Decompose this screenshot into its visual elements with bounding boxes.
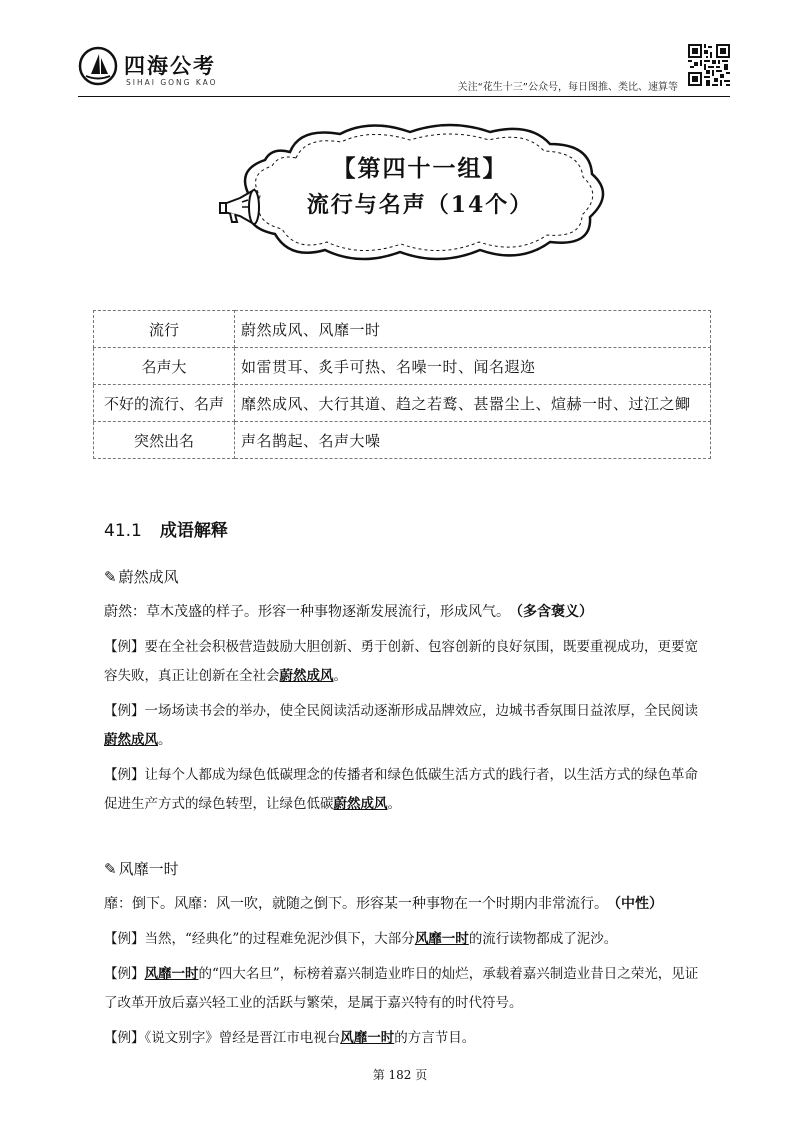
example-tag: 【例】 [104,767,145,783]
logo-subtitle: SIHAI GONG KAO [126,78,218,87]
sailboat-logo-icon [78,46,118,86]
example-sentence [104,960,704,1018]
idiom-definition [104,893,704,915]
category-cell: 突然出名 [94,422,235,459]
idiom-title: 风靡一时 [118,860,179,878]
idiom-entry [104,566,704,825]
category-table [93,310,711,459]
example-text-end: 的方言节目。 [394,1030,476,1046]
section-heading [104,516,228,541]
example-text: 一场场读书会的举办，使全民阅读活动逐渐形成品牌效应，边城书香氛围日益浓厚，全民阅读 [144,703,698,719]
definition-text: 靡：倒下。风靡：风一吹，就随之倒下。形容某一种事物在一个时期内非常流行。 [104,896,608,912]
idiom-highlight: 风靡一时 [340,1030,395,1046]
idioms-cell: 如雷贯耳、炙手可热、名噪一时、闻名遐迩 [235,348,711,385]
example-text-end: 的“四大名旦”，标榜着嘉兴制造业昨日的灿烂，承载着嘉兴制造业昔日之荣光，见证了改革开放后嘉兴轻工业的活跃与繁荣，是属于嘉兴特有的时代符号。 [104,966,699,1011]
example-sentence [104,761,704,819]
idiom-highlight: 风靡一时 [414,931,469,947]
pen-icon: ✎ [104,568,117,586]
idiom-highlight: 风靡一时 [144,966,199,982]
idioms-cell: 声名鹊起、名声大噪 [235,422,711,459]
section-title: 成语解释 [159,521,228,541]
example-text-end: 的流行读物都成了泥沙。 [468,931,618,947]
example-text-end: 。 [158,732,172,748]
idioms-cell: 蔚然成风、风靡一时 [235,311,711,348]
group-theme: 流行与名声（14个） [306,192,534,218]
idiom-definition [104,601,704,623]
category-cell: 不好的流行、名声 [94,385,235,422]
qr-code-icon [688,44,730,86]
pen-icon: ✎ [104,860,117,878]
example-tag: 【例】 [104,1030,145,1046]
header-note: 关注“花生十三”公众号，每日图推、类比、速算等 [457,82,678,93]
category-cell: 名声大 [94,348,235,385]
table-row [94,422,711,459]
idiom-highlight: 蔚然成风 [104,732,158,748]
table-row [94,311,711,348]
example-tag: 【例】 [104,639,145,655]
idiom-highlight: 蔚然成风 [333,796,388,812]
idiom-highlight: 蔚然成风 [279,668,334,684]
example-text-end: 。 [333,668,347,684]
example-text-end: 。 [387,796,401,812]
example-tag: 【例】 [104,966,145,982]
example-text: 《说文别字》曾经是晋江市电视台 [144,1030,341,1046]
idiom-title: 蔚然成风 [118,568,179,586]
tone-label: （中性） [614,896,663,912]
idiom-heading [104,858,704,879]
page-header [78,40,730,98]
idiom-heading [104,566,704,587]
table-row [94,348,711,385]
logo-text: 四海公考 [124,54,216,78]
example-sentence [104,697,704,755]
example-text: 要在全社会积极营造鼓励大胆创新、勇于创新、包容创新的良好氛围，既要重视成功，更要宽容失败，真正让创新在全社会 [104,639,698,684]
example-sentence [104,1024,704,1053]
example-text: 当然，“经典化”的过程难免泥沙俱下，大部分 [144,931,415,947]
table-row [94,385,711,422]
tone-label: （多含褒义） [516,604,593,620]
definition-text: 蔚然：草木茂盛的样子。形容一种事物逐渐发展流行，形成风气。 [104,604,510,620]
example-tag: 【例】 [104,931,145,947]
idiom-entry [104,858,704,1059]
page-number: 第 182 页 [372,1068,428,1082]
header-divider [78,96,730,97]
example-tag: 【例】 [104,703,145,719]
idioms-cell: 靡然成风、大行其道、趋之若鹜、甚嚣尘上、煊赫一时、过江之鲫 [235,385,711,422]
example-sentence [104,925,704,954]
group-title-badge [220,122,620,262]
section-number: 41.1 [104,521,142,541]
category-cell: 流行 [94,311,235,348]
group-number: 【第四十一组】 [332,155,508,182]
example-sentence [104,633,704,691]
example-text: 让每个人都成为绿色低碳理念的传播者和绿色低碳生活方式的践行者，以生活方式的绿色革命促进生产方式的绿色转型，让绿色低碳 [104,767,698,812]
